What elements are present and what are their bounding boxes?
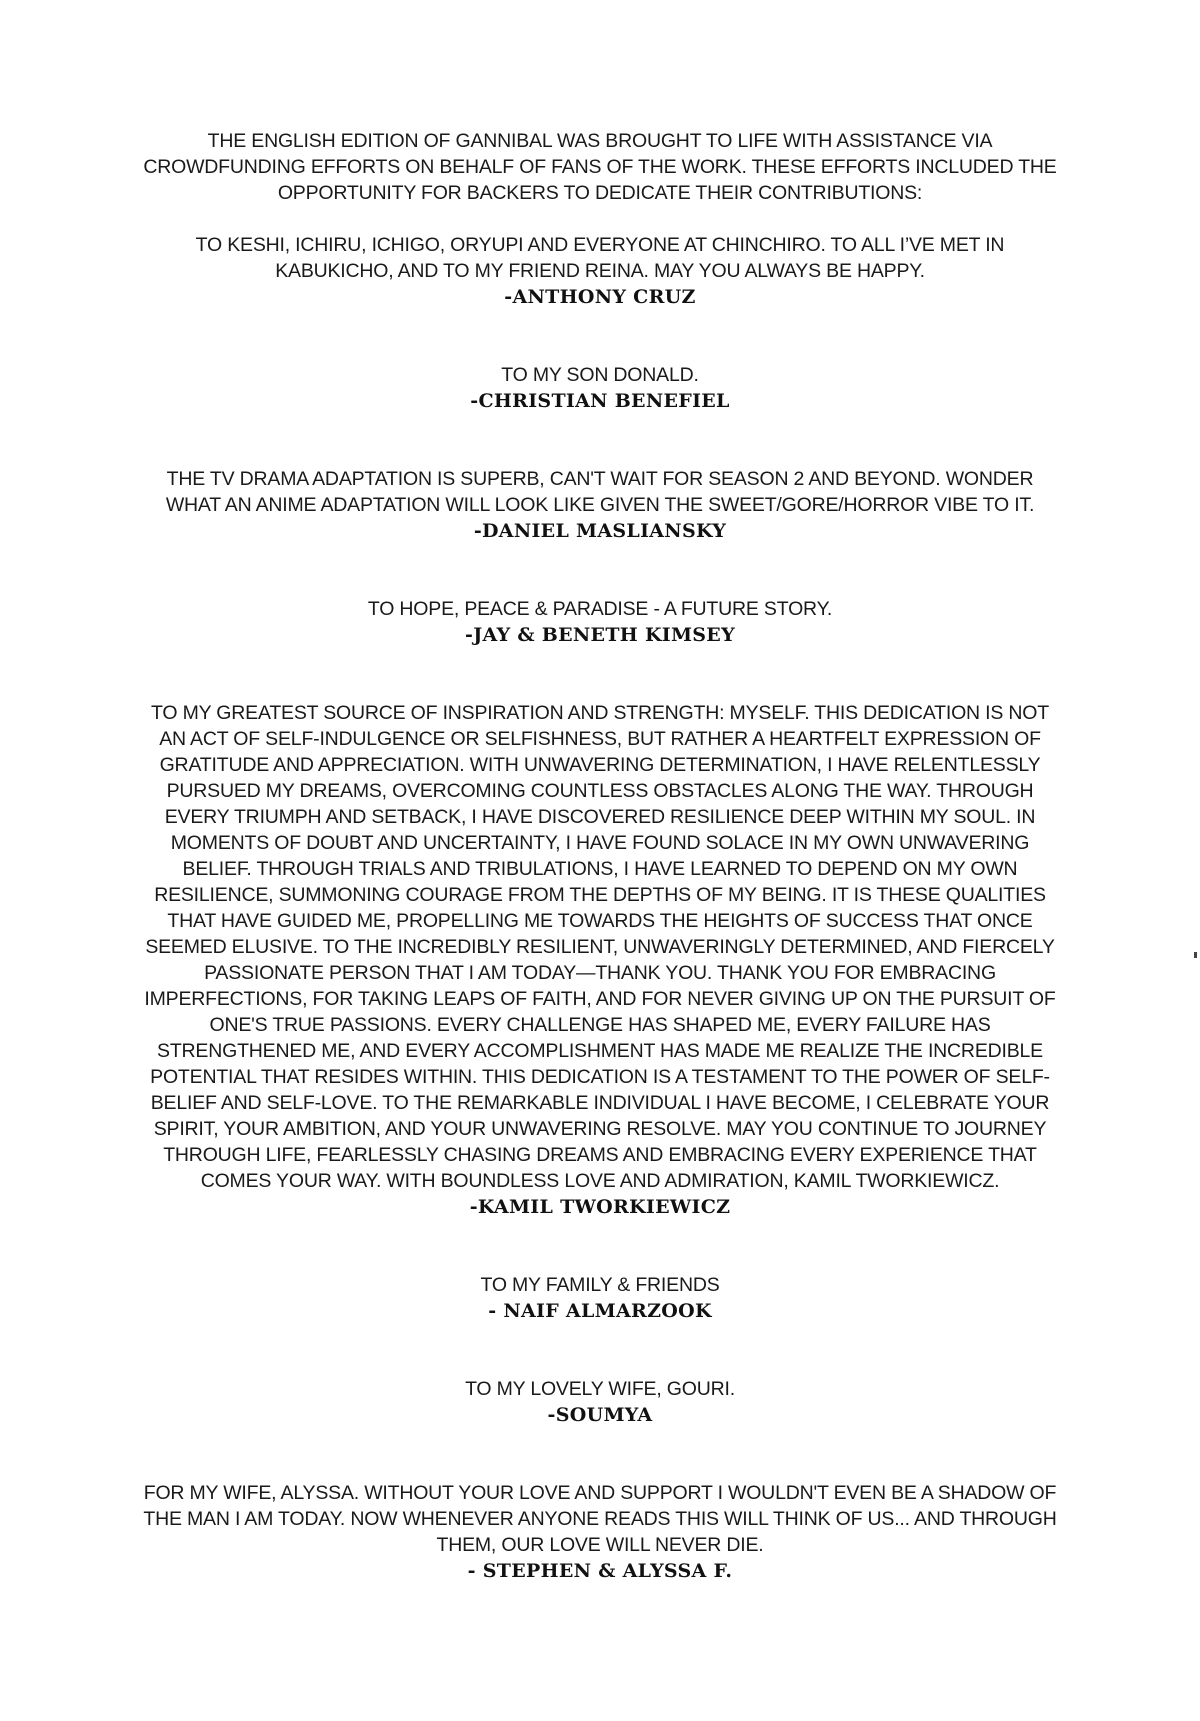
dedication-text: TO MY SON DONALD. [501, 364, 699, 386]
dedication-daniel-masliansky [140, 466, 1060, 544]
dedication-soumya [140, 1376, 1060, 1428]
dedication-signature: -DANIEL MASLIANSKY [473, 520, 727, 542]
intro-text: THE ENGLISH EDITION OF GANNIBAL WAS BROUGHT TO LIFE WITH ASSISTANCE VIA CROWDFUNDING EFFORTS ON BEHALF OF FANS OF THE WORK. THESE EFFORTS INCLUDED THE OPPORTUNITY FOR BACKERS TO DEDICATE THEIR CONTRIBUTIONS: [143, 130, 1057, 204]
dedication-text: THE TV DRAMA ADAPTATION IS SUPERB, CAN'T WAIT FOR SEASON 2 AND BEYOND. WONDER WHAT AN ANIME ADAPTATION WILL LOOK LIKE GIVEN THE SWEET/GORE/HORROR VIBE TO IT. [165, 468, 1035, 516]
dedication-signature: -KAMIL TWORKIEWICZ [469, 1196, 731, 1218]
dedication-text: TO HOPE, PEACE & PARADISE - A FUTURE STORY. [367, 598, 833, 620]
dedication-signature: -JAY & BENETH KIMSEY [465, 624, 735, 646]
dedication-signature: -SOUMYA [547, 1404, 653, 1426]
dedication-signature: -ANTHONY CRUZ [504, 286, 696, 308]
dedication-jay-beneth-kimsey [140, 596, 1060, 648]
dedication-signature: - STEPHEN & ALYSSA F. [467, 1560, 733, 1582]
dedication-text: TO MY GREATEST SOURCE OF INSPIRATION AND STRENGTH: MYSELF. THIS DEDICATION IS NOT AN ACT OF SELF-INDULGENCE OR SELFISHNESS, BUT RATHER A HEARTFELT EXPRESSION OF GRATITUDE AND APPRECIATION. WITH UNWAVERING DETERMINATION, I HAVE RELENTLESSLY PURSUED MY DREAMS, OVERCOMING COUNTLESS OBSTACLES ALONG THE WAY. THROUGH EVERY TRIUMPH AND SETBACK, I HAVE DISCOVERED RESILIENCE DEEP WITHIN MY SOUL. IN MOMENTS OF DOUBT AND UNCERTAINTY, I HAVE FOUND SOLACE IN MY OWN UNWAVERING BELIEF. THROUGH TRIALS AND TRIBULATIONS, I HAVE LEARNED TO DEPEND ON MY OWN RESILIENCE, SUMMONING COURAGE FROM THE DEPTHS OF MY BEING. IT IS THESE QUALITIES THAT HAVE GUIDED ME, PROPELLING ME TOWARDS THE HEIGHTS OF SUCCESS THAT ONCE SEEMED ELUSIVE. TO THE INCREDIBLY RESILIENT, UNWAVERINGLY DETERMINED, AND FIERCELY PASSIONATE PERSON THAT I AM TODAY—THANK YOU. THANK YOU FOR EMBRACING IMPERFECTIONS, FOR TAKING LEAPS OF FAITH, AND FOR NEVER GIVING UP ON THE PURSUIT OF ONE'S TRUE PASSIONS. EVERY CHALLENGE HAS SHAPED ME, EVERY FAILURE HAS STRENGTHENED ME, AND EVERY ACCOMPLISHMENT HAS MADE ME REALIZE THE INCREDIBLE POTENTIAL THAT RESIDES WITHIN. THIS DEDICATION IS A TESTAMENT TO THE POWER OF SELF-BELIEF AND SELF-LOVE. TO THE REMARKABLE INDIVIDUAL I HAVE BECOME, I CELEBRATE YOUR SPIRIT, YOUR AMBITION, AND YOUR UNWAVERING RESOLVE. MAY YOU CONTINUE TO JOURNEY THROUGH LIFE, FEARLESSLY CHASING DREAMS AND EMBRACING EVERY EXPERIENCE THAT COMES YOUR WAY. WITH BOUNDLESS LOVE AND ADMIRATION, KAMIL TWORKIEWICZ. [144, 702, 1056, 1192]
dedication-signature: -CHRISTIAN BENEFIEL [470, 390, 730, 412]
dedication-anthony-cruz [140, 232, 1060, 310]
dedication-stephen-alyssa [140, 1480, 1060, 1584]
intro-block [140, 128, 1060, 206]
dedication-text: FOR MY WIFE, ALYSSA. WITHOUT YOUR LOVE AND SUPPORT I WOULDN'T EVEN BE A SHADOW OF THE MAN I AM TODAY. NOW WHENEVER ANYONE READS THIS WILL THINK OF US... AND THROUGH THEM, OUR LOVE WILL NEVER DIE. [143, 1482, 1057, 1556]
dedication-signature: - NAIF ALMARZOOK [488, 1300, 712, 1322]
scan-mark [1194, 952, 1197, 958]
dedication-christian-benefiel [140, 362, 1060, 414]
dedication-kamil-tworkiewicz [140, 700, 1060, 1220]
dedication-naif-almarzook [140, 1272, 1060, 1324]
dedication-text: TO KESHI, ICHIRU, ICHIGO, ORYUPI AND EVERYONE AT CHINCHIRO. TO ALL I’VE MET IN KABUKICHO, AND TO MY FRIEND REINA. MAY YOU ALWAYS BE HAPPY. [195, 234, 1005, 282]
dedication-text: TO MY FAMILY & FRIENDS [480, 1274, 720, 1296]
dedication-text: TO MY LOVELY WIFE, GOURI. [465, 1378, 735, 1400]
